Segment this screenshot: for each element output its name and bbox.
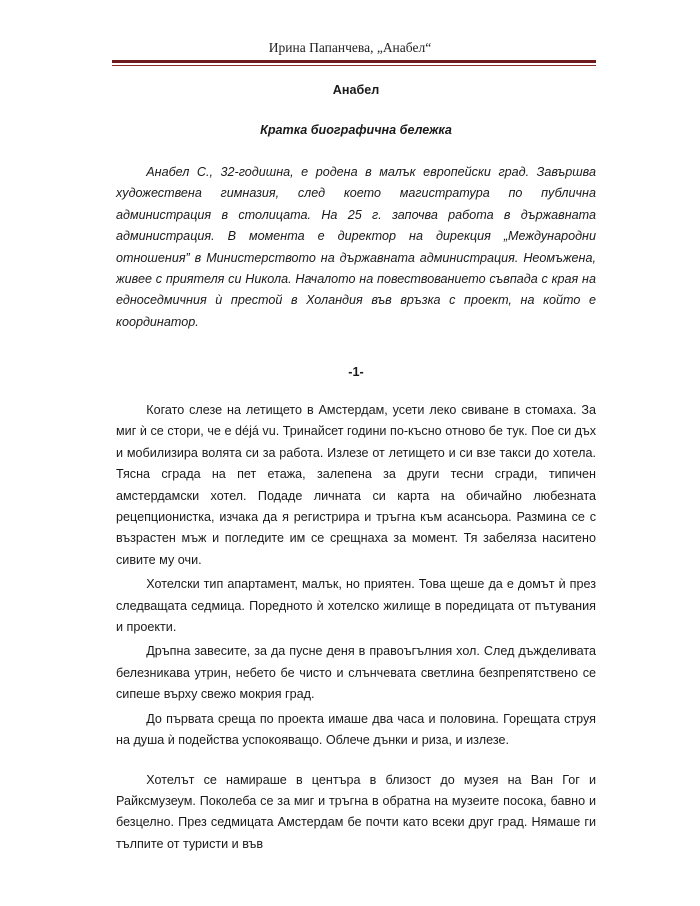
document-title: Анабел bbox=[332, 83, 380, 97]
document-subtitle: Кратка биографична бележка bbox=[260, 123, 452, 137]
paragraph: Хотелът се намираше в центъра в близост до музея на Ван Гог и Райксмузеум. Поколеба се за миг и тръгна в обратна на музеите посока, бавно и безцелно. През седмицата Амстердам бе почти като всеки друг град. Нямаше ги тълпите от туристи и във bbox=[116, 772, 596, 851]
paragraph: До първата среща по проекта имаше два часа и половина. Горещата струя на душа ѝ подейства успокояващо. Облече дънки и риза, и излезе. bbox=[116, 711, 596, 748]
chapter-text bbox=[116, 400, 596, 858]
paragraph: Когато слезе на летището в Амстердам, усети леко свиване в стомаха. За миг ѝ се стори, че е déjá vu. Тринайсет години по-късно отново бе тук. Пое си дъх и мобилизира волята си за работа. Излезе от летището и си взе такси до хотела. Тясна сграда на пет етажа, залепена за други тесни сгради, типичен амстердамски хотел. Подаде личната си карта на обичайно любезната рецепционистка, изчака да я регистрира и тръгна към асансьора. Размина се с възрастен мъж и погледите им се срещнаха за момент. Тя забеляза наситено сивите му очи. bbox=[116, 403, 596, 567]
header-rule-thin bbox=[112, 65, 596, 66]
document-body bbox=[116, 80, 596, 851]
running-header: Ирина Папанчева, „Анабел“ bbox=[268, 40, 432, 55]
paragraph: Хотелски тип апартамент, малък, но приятен. Това щеше да е домът ѝ през следващата седмица. Поредното ѝ хотелско жилище в поредицата от пътувания и проекти. bbox=[116, 577, 596, 635]
header-rule bbox=[112, 60, 596, 63]
biographical-note: Анабел С., 32-годишна, е родена в малък европейски град. Завършва художествена гимназия, след което магистратура по публична администрация в столицата. На 25 г. започва работа в държавната администрация. В момента е директор на дирекция „Международни отношения” в Министерството на държавната администрация. Неомъжена, живее с приятеля си Никола. Началото на повествованието съвпада с края на едноседмичния ѝ престой в Холандия във връзка с проект, на който е координатор. bbox=[116, 165, 596, 329]
chapter-number: -1- bbox=[348, 365, 364, 379]
paragraph: Дръпна завесите, за да пусне деня в правоъгълния хол. След дъжделивата белезникава утрин, небето бе чисто и слънчевата светлина безпрепятствено се сипеше върху свежо мокрия град. bbox=[116, 644, 596, 702]
